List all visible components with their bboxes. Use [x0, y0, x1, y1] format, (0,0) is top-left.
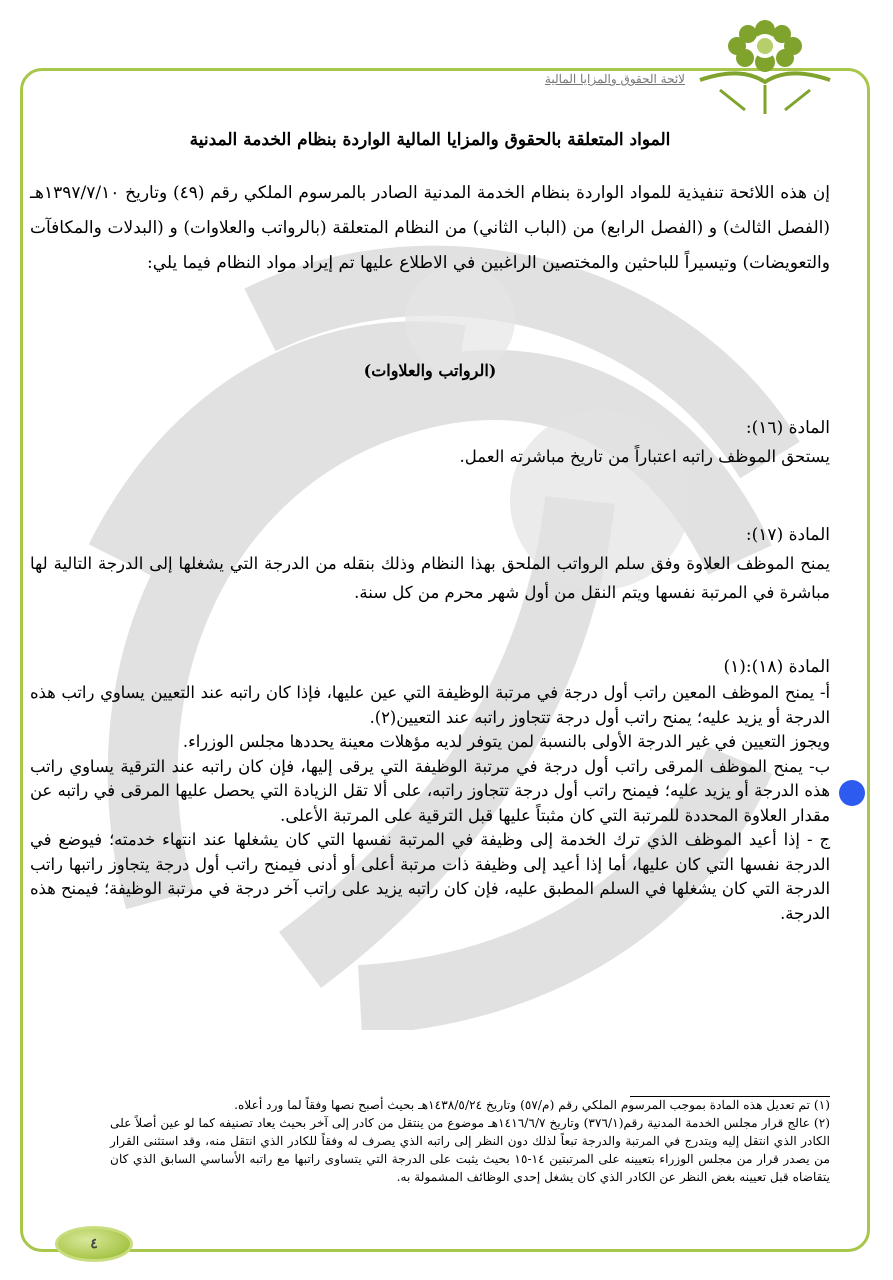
article-16 [30, 414, 830, 471]
floating-indicator-dot[interactable] [839, 780, 865, 806]
organization-logo [690, 10, 840, 120]
item-text: يمنح الموظف المعين راتب أول درجة في مرتبة الوظيفة التي عين عليها، فإذا كان راتبه عند التعيين يساوي راتب هذه الدرجة أو يزيد عليه؛ يمنح راتب أول درجة تتجاوز راتبه عند التعيين(٢). [30, 683, 830, 727]
article-items [30, 681, 830, 926]
list-item [30, 828, 830, 926]
item-text: إذا أعيد الموظف الذي ترك الخدمة إلى وظيفة في المرتبة نفسها التي كان يشغلها عند انتهاء خدمته؛ فيوضع في الدرجة نفسها التي كان عليها، أما إذا أعيد إلى وظيفة ذات مرتبة أعلى أو أدنى فيمنح راتب أول درجة يتجاوز راتبها راتب الدرجة التي كان يشغلها في السلم المطبق عليه، فإن كان راتبه يزيد على راتب آخر درجة في مرتبة الوظيفة؛ فيمنح هذه الدرجة. [30, 830, 830, 923]
list-item [30, 681, 830, 730]
article-label: المادة (١٨):(١) [723, 657, 830, 677]
document-body [30, 120, 830, 926]
page-number: ٤ [90, 1236, 98, 1252]
article-text: يمنح الموظف العلاوة وفق سلم الرواتب الملحق بهذا النظام وذلك بنقله من الدرجة التي يشغلها إلى الدرجة التالية لها مباشرة في المرتبة نفسها ويتم النقل من أول شهر محرم من كل سنة. [30, 554, 830, 602]
list-item [30, 730, 830, 755]
footnotes [110, 1096, 830, 1186]
document-title: المواد المتعلقة بالحقوق والمزايا المالية الواردة بنظام الخدمة المدنية [189, 130, 671, 150]
item-text: يمنح الموظف المرقى راتب أول درجة في مرتبة الوظيفة التي يرقى إليها، فإن كان راتبه عند الترقية يساوي راتب هذه الدرجة أو يزيد عليه؛ فيمنح راتب أول درجة تتجاوز راتبه، على ألا تقل الزيادة التي يحصل عليها المرقى في راتبه عن مقدار العلاوة المحددة للمرتبة التي كان مثبتاً عليها قبل الترقية على المرتبة الأعلى. [30, 756, 830, 825]
footnote: (٢) عالج قرار مجلس الخدمة المدنية رقم(٣٧٦/١) وتاريخ ١٤١٦/٦/٧هـ موضوع من ينتقل من كادر إلى آخر بحيث يعاد تصنيفه كما لو عين أصلاً على الكادر الذي انتقل إليه ويتدرج في المرتبة والدرجة تبعاً لذلك دون النظر إلى راتبه الذي يصرف له وفقاً للكادر الذي انتقل منه، وقد استثنى القرار من يصدر قرار من مجلس الوزراء بتعيينه على المرتبتين ١٤-١٥ بحيث يثبت على الدرجة التي يتساوى راتبها مع راتبه الأساسي السابق الذي كان يتقاضاه قبل تعيينه بغض النظر عن الكادر الذي كان يشغل إحدى الوظائف المشمولة به. [110, 1116, 830, 1184]
header-label: لائحة الحقوق والمزايا المالية [544, 72, 685, 86]
item-letter: أ- [819, 683, 830, 702]
page-number-badge [55, 1226, 133, 1262]
item-text: ويجوز التعيين في غير الدرجة الأولى بالنسبة لمن يتوفر لديه مؤهلات معينة يحددها مجلس الوزراء. [182, 732, 830, 751]
article-17 [30, 521, 830, 607]
footnote: (١) تم تعديل هذه المادة بموجب المرسوم الملكي رقم (م/٥٧) وتاريخ ١٤٣٨/٥/٢٤هـ بحيث أصبح نصها وفقاً لما ورد أعلاه. [234, 1098, 830, 1112]
article-label: المادة (١٧): [745, 525, 830, 545]
item-letter: ج - [806, 830, 830, 849]
article-18 [30, 653, 830, 926]
article-label: المادة (١٦): [745, 418, 830, 438]
section-title: (الرواتب والعلاوات) [363, 361, 497, 380]
item-letter: ب- [809, 756, 831, 776]
intro-paragraph: إن هذه اللائحة تنفيذية للمواد الواردة بنظام الخدمة المدنية الصادر بالمرسوم الملكي رقم (٤٩) وتاريخ ١٣٩٧/٧/١٠هـ (الفصل الثالث) و (الفصل الرابع) من (الباب الثاني) من النظام المتعلقة (بالرواتب والعلاوات) و (البدلات والمكافآت والتعويضات) وتيسيراً للباحثين والمختصين الراغبين في الاطلاع عليها تم إيراد مواد النظام فيما يلي: [30, 183, 830, 273]
list-item [30, 755, 830, 829]
article-text: يستحق الموظف راتبه اعتباراً من تاريخ مباشرته العمل. [459, 447, 830, 466]
